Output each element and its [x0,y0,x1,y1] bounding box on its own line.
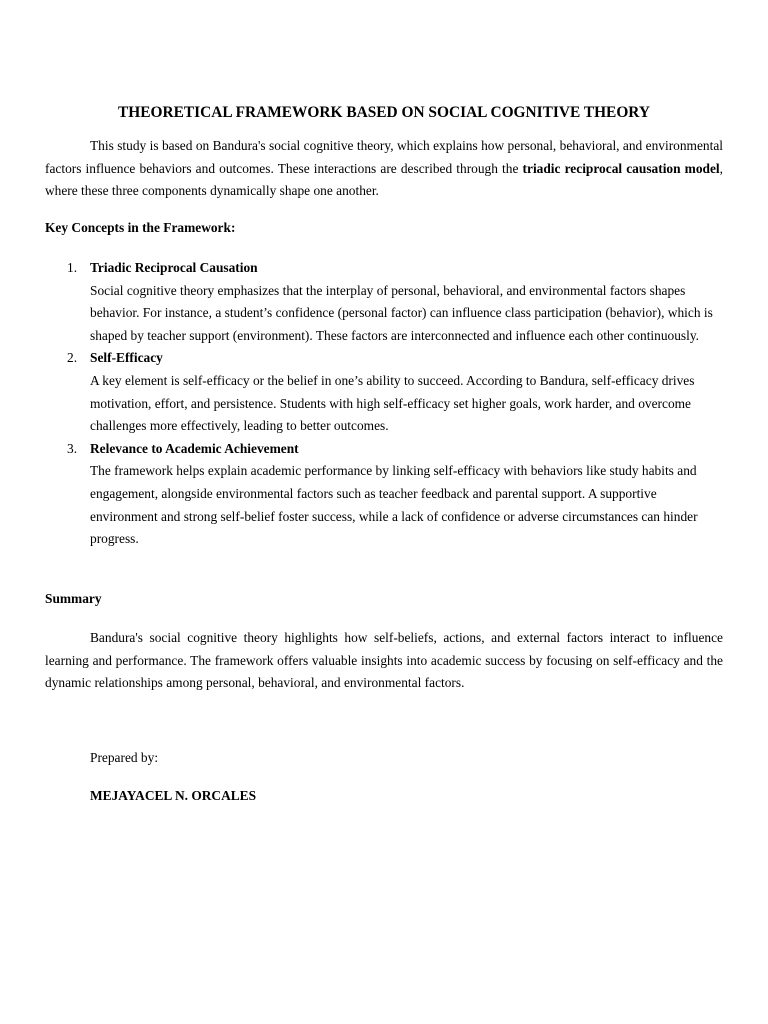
author-name: MEJAYACEL N. ORCALES [90,788,257,803]
concept-body: Social cognitive theory emphasizes that the interplay of personal, behavioral, and environmental factors shapes behavior. For instance, a student’s confidence (personal factor) can influence class participation (behavior), which is shaped by teacher support (environment). These factors are interconnected and influence each other continuously. [90,282,713,343]
intro-paragraph [45,135,723,203]
intro-text-start: This study is based on Bandura's social cognitive theory, which explains how personal, behavioral, and environmental factors influence behaviors and outcomes. These interactions are described through the [45,138,723,176]
concepts-list [45,257,723,551]
intro-text-end: , where these three components dynamically shape one another. [45,160,723,199]
intro-bold-term: triadic reciprocal causation model [522,160,720,176]
document-title: THEORETICAL FRAMEWORK BASED ON SOCIAL COGNITIVE THEORY [118,104,650,121]
concept-item [45,438,723,551]
concept-item [45,257,723,347]
concepts-heading: Key Concepts in the Framework: [45,220,236,235]
concept-title: Relevance to Academic Achievement [90,440,299,456]
concept-number: 1. [67,260,78,275]
summary-paragraph: Bandura's social cognitive theory highlights how self-beliefs, actions, and external factors interact to influence learning and performance. The framework offers valuable insights into academic success by focusing on self-efficacy and the dynamic relationships among personal, behavioral, and environmental factors. [45,630,723,691]
concept-number: 2. [67,350,78,366]
concept-body: A key element is self-efficacy or the belief in one’s ability to succeed. According to Bandura, self-efficacy drives motivation, effort, and persistence. Students with high self-efficacy set higher goals, work harder, and overcome challenges more effectively, leading to better outcomes. [90,372,695,434]
concept-title: Triadic Reciprocal Causation [90,260,258,275]
concept-item [45,347,723,437]
concept-body: The framework helps explain academic performance by linking self-efficacy with behaviors like study habits and engagement, alongside environmental factors such as teacher feedback and parental support. A supportive environment and strong self-belief foster success, while a lack of confidence or adverse circumstances can hinder progress. [90,463,698,547]
summary-heading: Summary [45,591,102,606]
concept-number: 3. [67,440,78,456]
prepared-by-label: Prepared by: [90,750,159,765]
concept-title: Self-Efficacy [90,350,163,366]
